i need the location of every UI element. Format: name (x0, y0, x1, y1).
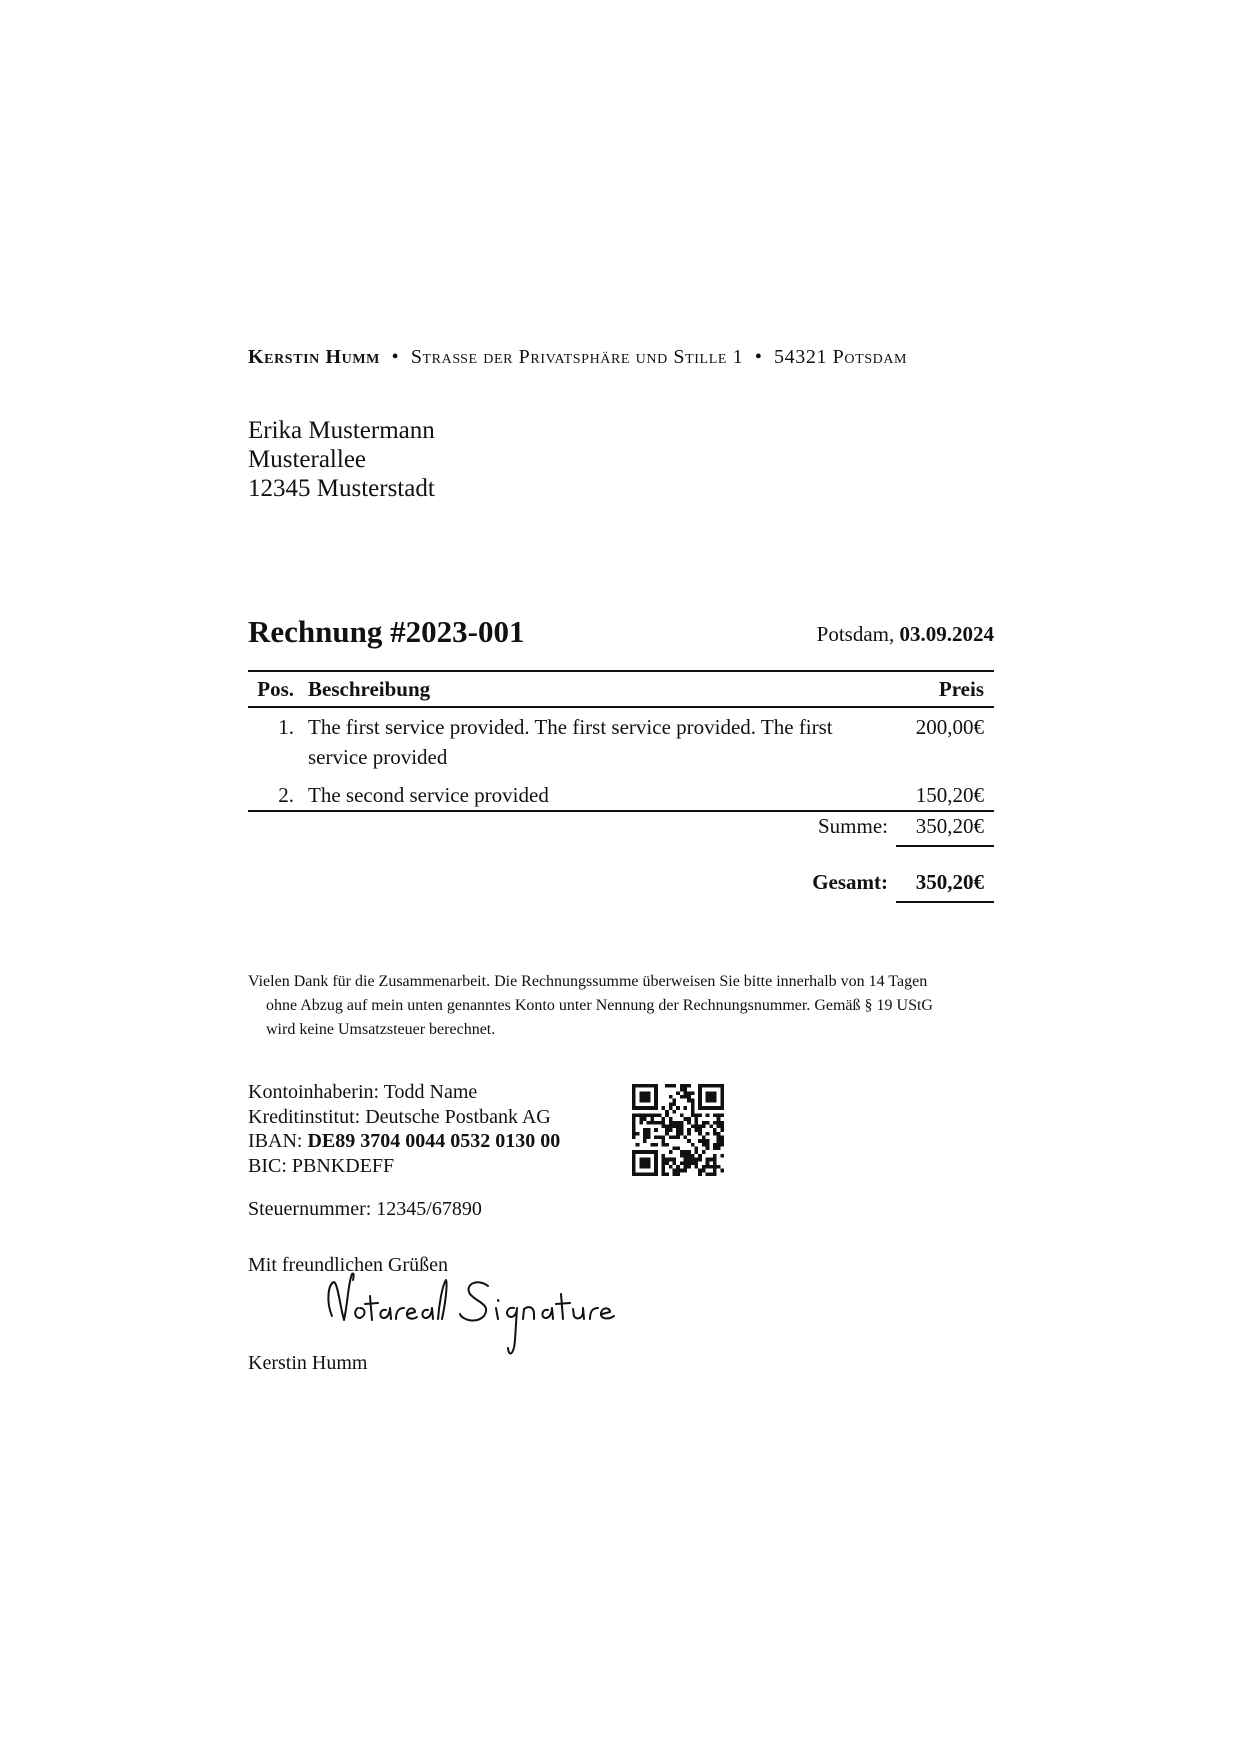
bank-details (248, 1080, 560, 1178)
items-table (248, 670, 994, 812)
payment-note: Vielen Dank für die Zusammenarbeit. Die Rechnungssumme überweisen Sie bitte innerhalb von 14 Tagen ohne Abzug auf mein unten genanntes Konto unter Nennung der Rechnungsnummer. Gemäß § 19 UStG wird keine Umsatzsteuer berechnet. (248, 973, 933, 1038)
row-desc: The first service provided. The first service provided. The first service provided (308, 715, 833, 769)
sender-street: Straße der Privatsphäre und Stille 1 (410, 346, 744, 368)
total-row (812, 870, 994, 903)
signer-name: Kerstin Humm (248, 1352, 368, 1374)
row-pos: 1. (278, 715, 294, 739)
row-price: 150,20€ (915, 783, 984, 807)
table-row (248, 772, 994, 812)
row-price: 200,00€ (915, 715, 984, 739)
place-date (817, 622, 994, 647)
iban-line (248, 1129, 560, 1154)
recipient-name: Erika Mustermann (248, 417, 435, 444)
bic-line: BIC: PBNKDEFF (248, 1154, 395, 1177)
total-label: Gesamt: (812, 870, 888, 894)
invoice-place: Potsdam, (816, 622, 895, 646)
row-pos: 2. (278, 783, 294, 807)
sum-label: Summe: (817, 814, 888, 838)
account-holder: Kontoinhaberin: Todd Name (248, 1081, 478, 1103)
invoice-date: 03.09.2024 (899, 622, 994, 646)
header-desc: Beschreibung (308, 677, 431, 701)
tax-number: Steuernummer: 12345/67890 (248, 1198, 482, 1220)
iban-value: DE89 3704 0044 0532 0130 00 (307, 1130, 561, 1152)
qr-code-icon (632, 1084, 724, 1176)
sender-city: 54321 Potsdam (774, 346, 908, 368)
table-header (248, 670, 994, 708)
invoice-title: Rechnung #2023-001 (248, 614, 525, 649)
header-price: Preis (938, 676, 984, 701)
table-row (248, 708, 994, 772)
recipient-address (248, 416, 435, 503)
recipient-street: Musterallee (248, 446, 367, 473)
sender-line (248, 346, 907, 369)
sender-separator: • (754, 346, 763, 368)
total-value: 350,20€ (896, 870, 994, 903)
bank-institute: Kreditinstitut: Deutsche Postbank AG (248, 1105, 551, 1128)
sender-separator: • (391, 346, 400, 368)
header-pos: Pos. (257, 676, 294, 701)
row-desc: The second service provided (308, 783, 549, 807)
recipient-city: 12345 Musterstadt (248, 475, 435, 502)
sum-row (818, 814, 994, 847)
signature-image (318, 1262, 648, 1370)
sender-name: Kerstin Humm (248, 346, 380, 368)
closing-greeting: Mit freundlichen Grüßen (248, 1254, 448, 1276)
sum-value: 350,20€ (896, 814, 994, 847)
iban-label: IBAN: (248, 1130, 303, 1152)
